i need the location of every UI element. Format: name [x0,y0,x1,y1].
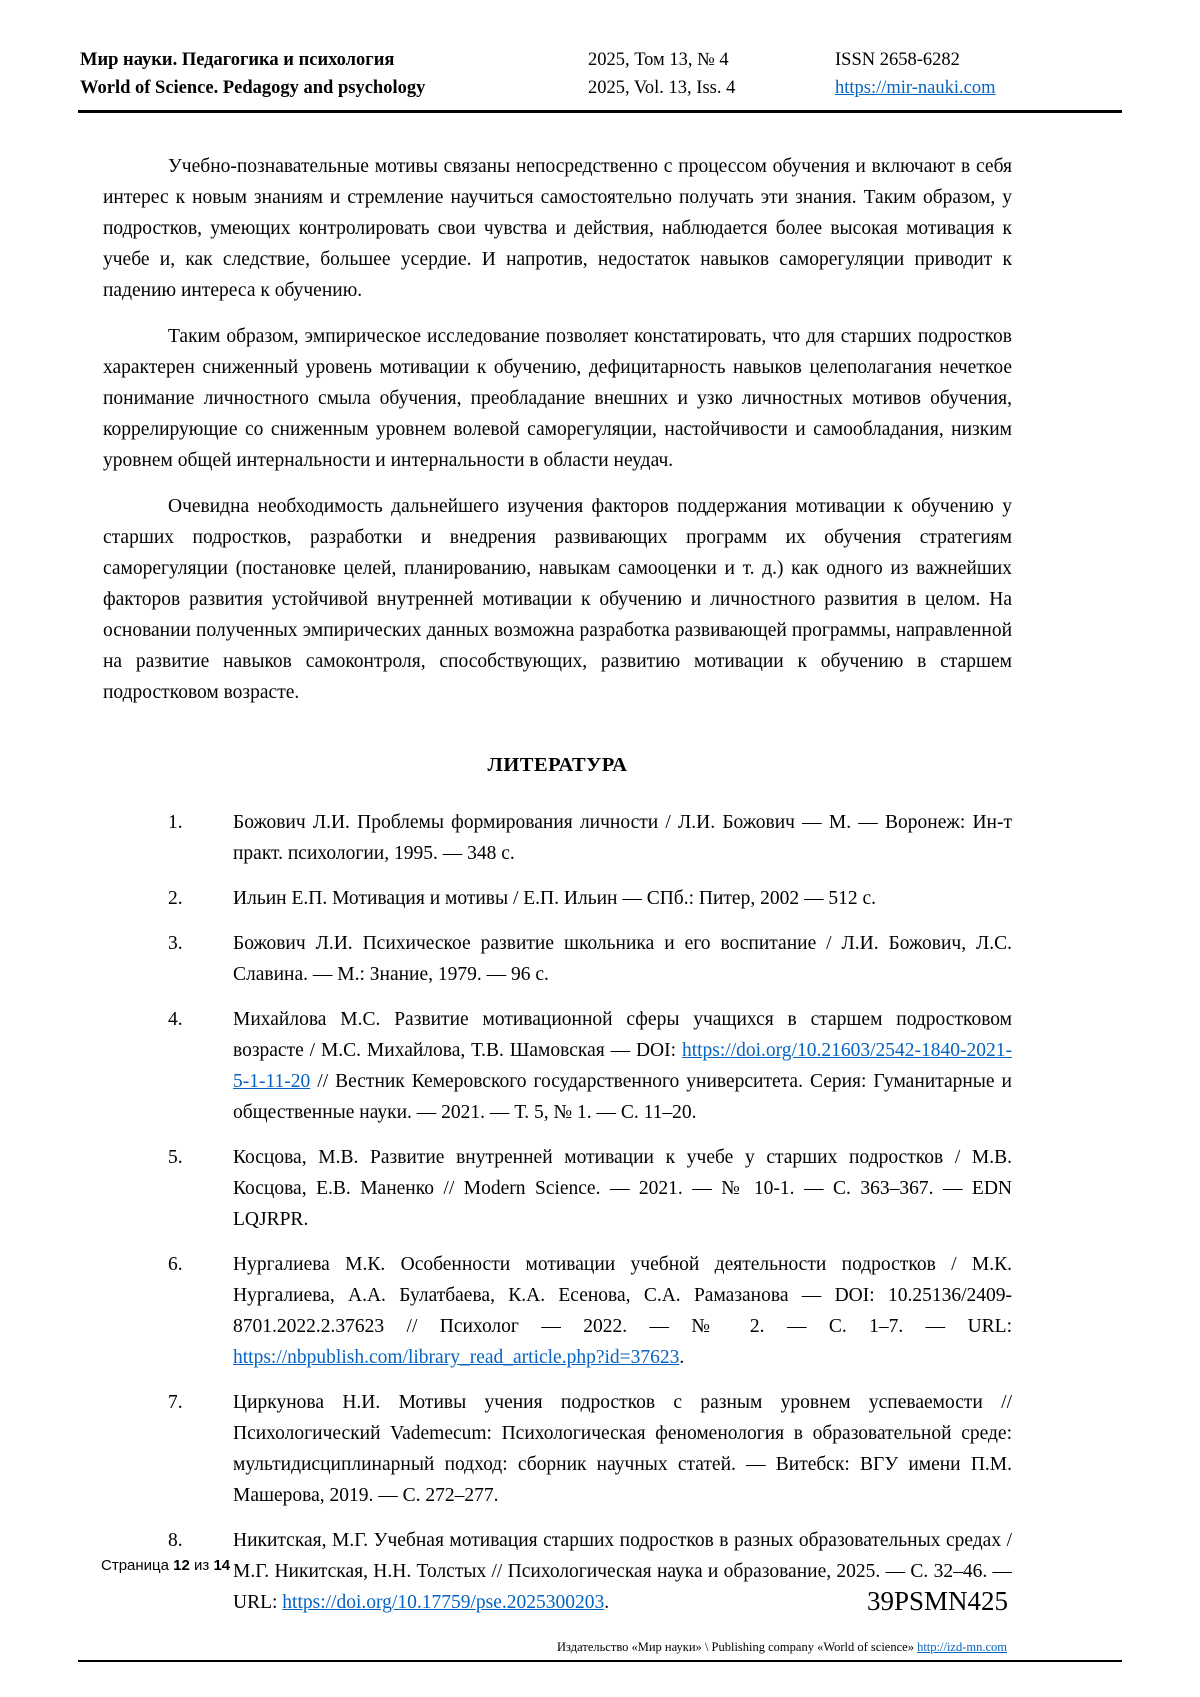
publisher-text: Издательство «Мир науки» \ Publishing company «World of science» [557,1640,918,1654]
reference-item [103,1387,1012,1511]
journal-header [80,46,1122,102]
reference-text: Ильин Е.П. Мотивация и мотивы / Е.П. Ильин — СПб.: Питер, 2002 — 512 с. [233,888,876,909]
journal-site-link[interactable]: https://mir-nauki.com [835,78,996,98]
reference-text: Циркунова Н.И. Мотивы учения подростков с разным уровнем успеваемости // Психологический Vademecum: Психологическая феноменология в образовательной среде: мультидисциплинарный подход: сборник научных статей. — Витебск: ВГУ имени П.М. Машерова, 2019. — С. 272–277. [233,1392,1012,1506]
reference-number: 6. [168,1254,183,1275]
reference-text-segment: . [679,1347,685,1368]
reference-text [233,1009,1012,1123]
reference-number: 8. [168,1530,183,1551]
reference-item [103,1004,1012,1128]
reference-number: 1. [168,812,183,833]
publisher-line [557,1640,1007,1655]
page-number-label: Страница [101,1557,169,1574]
reference-number: 3. [168,933,183,954]
references-list [103,807,1012,1618]
reference-doi-link[interactable]: https://doi.org/10.21603/2542-1840-2021-5-1-11-20 [233,1040,1012,1092]
reference-text: Божович Л.И. Психическое развитие школьника и его воспитание / Л.И. Божович, Л.С. Славина. — М.: Знание, 1979. — 96 с. [233,933,1012,985]
issn-block [835,46,1122,102]
issue-info-en: 2025, Vol. 13, Iss. 4 [588,78,736,98]
reference-text: Божович Л.И. Проблемы формирования личности / Л.И. Божович — М. — Воронеж: Ин-т практ. психологии, 1995. — 348 с. [233,812,1012,864]
reference-item [103,928,1012,990]
issue-info-block [588,46,835,102]
journal-title-block [80,46,588,102]
reference-doi-link[interactable]: https://doi.org/10.17759/pse.2025300203 [282,1592,605,1613]
page-number [101,1557,230,1574]
reference-text-segment: // Вестник Кемеровского государственного университета. Серия: Гуманитарные и общественные науки. — 2021. — Т. 5, № 1. — С. 11–20. [233,1071,1012,1123]
page-number-current: 12 [173,1557,190,1574]
body-paragraph: Таким образом, эмпирическое исследование позволяет констатировать, что для старших подростков характерен сниженный уровень мотивации к обучению, дефицитарность навыков целеполагания нечеткое понимание личностного смыла обучения, преобладание внешних и узко личностных мотивов обучения, коррелирующие со сниженным уровнем волевой саморегуляции, настойчивости и самообладания, низким уровнем общей интернальности и интернальности в области неудач. [103,326,1012,471]
reference-text-segment: Михайлова М.С. Развитие мотивационной сферы учащихся в старшем подростковом возрасте / М.С. Михайлова, Т.В. Шамовская — DOI: [233,1009,1012,1061]
publisher-link[interactable]: http://izd-mn.com [917,1640,1007,1654]
body-paragraph: Очевидна необходимость дальнейшего изучения факторов поддержания мотивации к обучению у старших подростков, разработки и внедрения развивающих программ их обучения стратегиям саморегуляции (постановке целей, планированию, навыкам самооценки и т. д.) как одного из важнейших факторов развития устойчивой внутренней мотивации к обучению и личностного развития в целом. На основании полученных эмпирических данных возможна разработка развивающей программы, направленной на развитие навыков самоконтроля, способствующих, развитию мотивации к обучению в старшем подростковом возрасте. [103,496,1012,703]
reference-url-link[interactable]: https://nbpublish.com/library_read_article.php?id=37623 [233,1347,680,1368]
reference-text: Косцова, М.В. Развитие внутренней мотивации к учебе у старших подростков / М.В. Косцова, Е.В. Маненко // Modern Science. — 2021. — № 10-1. — С. 363–367. — EDN LQJRPR. [233,1147,1012,1230]
page-number-total: 14 [213,1557,231,1574]
reference-text [233,1254,1012,1368]
reference-text-segment: Никитская, М.Г. Учебная мотивация старших подростков в разных образовательных средах / М.Г. Никитская, Н.Н. Толстых // Психологическая наука и образование, 2025. — С. 32–46. — URL: [233,1530,1012,1613]
page-number-of: из [194,1557,210,1574]
reference-number: 2. [168,888,183,909]
reference-text-segment: . [604,1592,610,1613]
journal-title-en: World of Science. Pedagogy and psychology [80,78,426,98]
reference-text-segment: Нургалиева М.К. Особенности мотивации учебной деятельности подростков / М.К. Нургалиева, А.А. Булатбаева, К.А. Есенова, С.А. Рамазанова — DOI: 10.25136/2409-8701.2022.2.37623 // Психолог — 2022. — № 2. — С. 1–7. — URL: [233,1254,1012,1337]
reference-number: 5. [168,1147,183,1168]
issn-label: ISSN 2658-6282 [835,50,960,70]
references-heading: ЛИТЕРАТУРА [487,754,628,776]
body-paragraph: Учебно-познавательные мотивы связаны непосредственно с процессом обучения и включают в себя интерес к новым знаниям и стремление научиться самостоятельно получать эти знания. Таким образом, у подростков, умеющих контролировать свои чувства и действия, наблюдается более высокая мотивация к учебе и, как следствие, большее усердие. И напротив, недостаток навыков саморегуляции приводит к падению интереса к обучению. [103,156,1012,301]
journal-title-ru: Мир науки. Педагогика и психология [80,50,395,70]
article-body [103,151,1012,1618]
issue-info-ru: 2025, Том 13, № 4 [588,50,729,70]
reference-item [103,883,1012,914]
reference-number: 7. [168,1392,183,1413]
article-code: 39PSMN425 [866,1586,1008,1616]
reference-item [103,807,1012,869]
reference-item [103,1142,1012,1235]
header-divider [78,110,1122,113]
footer-divider [78,1660,1122,1662]
reference-item [103,1249,1012,1373]
reference-number: 4. [168,1009,183,1030]
site-link-row [835,74,1122,102]
